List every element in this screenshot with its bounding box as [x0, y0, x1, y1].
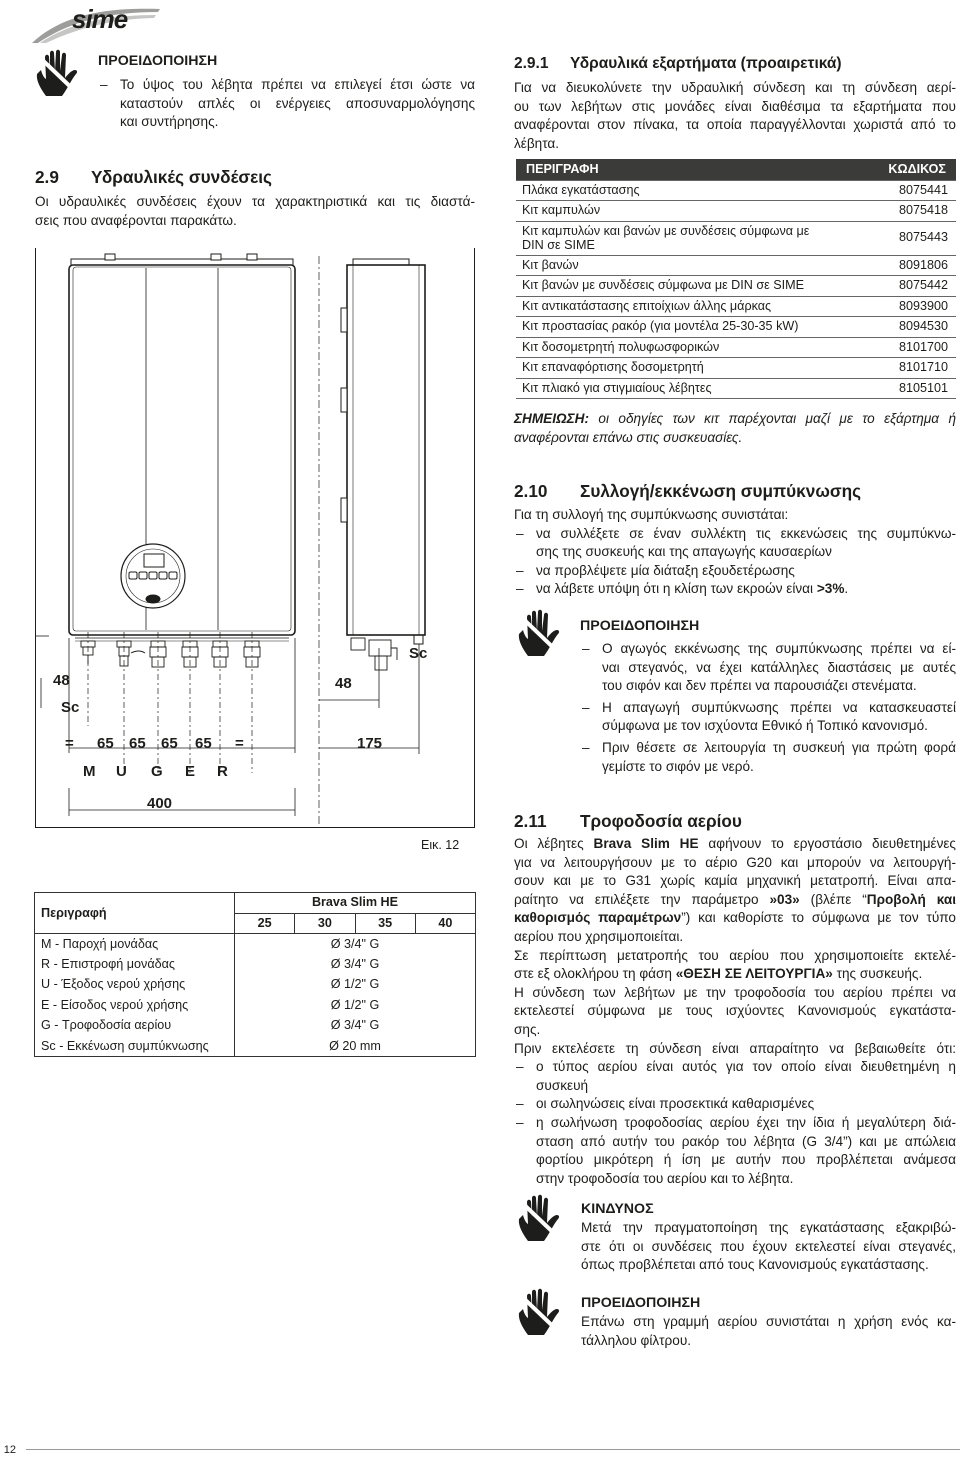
text-line: Επάνω στη γραμμή αερίου συνιστάται η χρήση ενός κα-	[581, 1314, 956, 1329]
text-line: να λάβετε υπόψη ότι η κλίση των εκροών είναι	[536, 581, 817, 597]
text-line: Μετά την πραγματοποίηση της εγκατάστασης εξακριβώ-	[581, 1220, 956, 1235]
section-2-9-1-heading	[514, 53, 842, 75]
warning1-line: και συντήρησης.	[120, 114, 219, 130]
note-label: ΣΗΜΕΙΩΣΗ:	[514, 411, 589, 426]
bullet-item	[514, 1058, 956, 1095]
text-line: σης.	[514, 1021, 541, 1037]
dim-400: 400	[147, 795, 173, 812]
acc-code: 8075443	[836, 221, 956, 255]
text-line: σεις που αναφέρονται παρακάτω.	[35, 212, 237, 228]
dim-65: 65	[129, 735, 146, 752]
bullet-item	[514, 1114, 956, 1188]
acc-desc: Κιτ βανών	[516, 255, 836, 276]
size-header: 40	[415, 913, 475, 934]
text-line: Η σύνδεση των λεβήτων με την τροφοδοσία του αερίου πρέπει να	[514, 984, 956, 1000]
text-line: τάλληλου φίλτρου.	[581, 1332, 692, 1348]
text-line: ραίτητο να επιλέξετε την παράμετρο	[514, 891, 770, 907]
acc-desc: Κιτ αντικατάστασης επιτοίχιων άλλης μάρκας	[516, 296, 836, 317]
bullet-item: – οι σωληνώσεις είναι προσεκτικά καθαρισμένες	[514, 1095, 956, 1114]
bullet-item	[514, 580, 956, 599]
conn-desc: R - Επιστροφή μονάδας	[35, 954, 235, 975]
col-description: Περιγραφή	[35, 893, 235, 934]
label-m: M	[83, 763, 96, 780]
note-line: αναφέρονται επάνω στις συσκευασίες.	[514, 429, 743, 445]
acc-code: 8101700	[836, 337, 956, 358]
conn-value: Ø 3/4" G	[235, 954, 476, 975]
conn-value: Ø 1/2" G	[235, 995, 476, 1016]
text-line: ”) και καθορίστε το σύμφωνα με τον τύπο	[681, 910, 956, 926]
table-row	[516, 317, 956, 338]
table-row	[35, 995, 476, 1016]
dim-175: 175	[357, 735, 383, 752]
slope-value: >3%	[816, 581, 845, 597]
danger-text	[581, 1219, 956, 1275]
table-row	[516, 221, 956, 255]
warning-hand-icon	[514, 608, 564, 658]
text-line: ναι στεγανός, να έχει κατάλληλες διαστάσεις με αυτές	[602, 659, 956, 675]
note-line: οι οδηγίες των κιτ παρέχονται μαζί με το εξάρτημα ή	[589, 411, 956, 426]
section-title: Υδραυλικά εξαρτήματα (προαιρετικά)	[570, 55, 842, 72]
text-line: Σε περίπτωση μετατροπής του αερίου που χρησιμοποιείτε εκτελέ-	[514, 947, 956, 963]
note-text	[514, 410, 956, 447]
col-code: ΚΩΔΙΚΟΣ	[836, 159, 956, 180]
text-line: ου των λεβήτων στις μονάδες είναι διαθέσιμα τα εξαρτήματα που	[514, 98, 956, 114]
text-line: Οι λέβητες	[514, 836, 594, 851]
figure-caption: Εικ. 12	[421, 838, 460, 852]
brand-logo	[30, 3, 170, 45]
dim-48-side: 48	[335, 675, 352, 692]
text-line: αναφέρονται στον πίνακα, τα οποία παραγγέλλονται χωριστά από το	[514, 117, 956, 133]
text-line: σουν και με το G31 χωρίς καμία μηχανική μετατροπή. Είναι απα-	[514, 873, 956, 889]
text-line: του σιφόν και δεν πρέπει να παρουσιάζει στενέματα.	[602, 678, 917, 694]
table-row	[516, 378, 956, 399]
table-row	[35, 934, 476, 955]
text-line: εκτελεστεί σύμφωνα με τους ισχύοντες Κανονισμούς εγκατάστα-	[514, 1003, 956, 1019]
table-row	[35, 975, 476, 996]
warning1-bullet	[98, 76, 475, 132]
section-number: 2.9.1	[514, 55, 549, 72]
boiler-dimension-drawing	[35, 248, 475, 860]
size-header: 35	[355, 913, 415, 934]
dim-sc-side: Sc	[409, 645, 428, 662]
text-line: στε εξ ολοκλήρου τη φάση	[514, 966, 676, 982]
section-title: Τροφοδοσία αερίου	[580, 811, 742, 831]
warning1-line: καταστούν απλές οι ενέργειες αποσυναρμολόγησης	[120, 95, 475, 111]
dim-sc-front: Sc	[61, 699, 80, 716]
text-line: (βλέπε “	[799, 891, 867, 907]
accessories-table	[516, 159, 956, 399]
text-line: λέβητα.	[514, 135, 560, 151]
table-row	[35, 1016, 476, 1037]
acc-code: 8093900	[836, 296, 956, 317]
acc-code: 8094530	[836, 317, 956, 338]
table-row	[516, 180, 956, 201]
acc-desc: Κιτ καμπυλών και βανών με συνδέσεις σύμφωνα με DIN σε SIME	[516, 221, 836, 255]
bullet-item	[580, 739, 956, 776]
table-row	[516, 276, 956, 297]
table-row	[35, 954, 476, 975]
text-line: Πριν εκτελέσετε τη σύνδεση είναι απαραίτητο να βεβαιωθείτε ότι:	[514, 1040, 956, 1056]
text-line: συσκευή	[536, 1077, 589, 1093]
warning-hand-icon	[32, 48, 82, 98]
acc-desc: Πλάκα εγκατάστασης	[516, 180, 836, 201]
front-view	[35, 254, 295, 816]
warning1-title: ΠΡΟΕΙΔΟΠΟΙΗΣΗ	[98, 53, 218, 69]
acc-desc: Κιτ δοσομετρητή πολυφωσφορικών	[516, 337, 836, 358]
text-line: Για να διευκολύνετε την υδραυλική σύνδεση και τη σύνδεση αερί-	[514, 80, 956, 95]
brand-name: sime	[72, 4, 128, 34]
acc-desc: Κιτ προστασίας ρακόρ (για μοντέλα 25-30-35 kW)	[516, 317, 836, 338]
text-line: αφήνουν το εργοστάσιο διευθετημένες	[698, 836, 956, 851]
acc-desc: Κιτ βανών με συνδέσεις σύμφωνα με DIN σε SIME	[516, 276, 836, 297]
conn-value: Ø 3/4" G	[235, 934, 476, 955]
text-line: στην τροφοδοσία του αερίου και το λέβητα.	[536, 1170, 794, 1186]
footer-rule	[26, 1449, 960, 1450]
page-number: 12	[3, 1444, 16, 1456]
size-header: 30	[295, 913, 355, 934]
param-code: »03»	[769, 891, 800, 907]
acc-desc: Κιτ πλιακό για στιγμιαίους λέβητες	[516, 378, 836, 399]
label-e: E	[185, 763, 196, 780]
bullet-item	[580, 640, 956, 696]
conn-desc: M - Παροχή μονάδας	[35, 934, 235, 955]
text-line: – ο τύπος αερίου είναι αυτός για τον οποίο είναι διευθετημένη η	[536, 1059, 956, 1075]
table-row	[516, 201, 956, 222]
link-text: Προβολή και	[866, 891, 956, 907]
table-header-row	[516, 159, 956, 180]
table-row	[516, 296, 956, 317]
conn-value: Ø 1/2" G	[235, 975, 476, 996]
conn-desc: U - Έξοδος νερού χρήσης	[35, 975, 235, 996]
text-line: σύμφωνα με τον ισχύοντα Εθνικό ή Τοπικό κανονισμό.	[602, 718, 928, 734]
link-text: καθορισμός παραμέτρων	[514, 910, 682, 926]
model-header: Brava Slim HE	[235, 893, 476, 914]
danger-title: ΚΙΝΔΥΝΟΣ	[581, 1201, 654, 1217]
table-row	[35, 1036, 476, 1057]
dim-48-front: 48	[53, 672, 70, 689]
text-line: για να λειτουργήσουν με το αέριο G20 και μπορούν να λειτουργή-	[514, 854, 956, 870]
acc-code: 8075441	[836, 180, 956, 201]
section-number: 2.9	[35, 167, 59, 187]
section-2-11-heading	[514, 810, 742, 832]
text-line: Για τη συλλογή της συμπύκνωσης συνιστάται:	[514, 507, 789, 522]
conn-value: Ø 3/4" G	[235, 1016, 476, 1037]
label-g: G	[151, 763, 163, 780]
dim-65: 65	[161, 735, 178, 752]
text-line: Οι υδραυλικές συνδέσεις έχουν τα χαρακτηριστικά και τις διαστά-	[35, 194, 475, 209]
warning3-text	[581, 1313, 956, 1350]
text-line: – Ο αγωγός εκκένωσης της συμπύκνωσης πρέπει να εί-	[602, 641, 956, 656]
acc-code: 8091806	[836, 255, 956, 276]
section-title: Συλλογή/εκκένωση συμπύκνωσης	[580, 481, 862, 501]
text-line: σταση από αυτήν του ρακόρ του λέβητα (G 3/4”) και με απώλεια	[536, 1133, 956, 1149]
warning2-text	[580, 640, 956, 776]
section-number: 2.11	[514, 811, 547, 831]
section-2-9-heading	[35, 166, 272, 188]
section-title: Υδραυλικές συνδέσεις	[91, 167, 272, 187]
size-header: 25	[235, 913, 295, 934]
section-2-10-heading	[514, 480, 861, 502]
text-line: – να συλλέξετε σε έναν συλλέκτη τις εκκενώσεις της συμπύκνω-	[536, 525, 956, 541]
text-line: σης της συσκευής και της απαγωγής καυσαερίων	[536, 544, 832, 560]
warning2-title: ΠΡΟΕΙΔΟΠΟΙΗΣΗ	[580, 618, 700, 634]
section-2-9-text	[35, 193, 475, 230]
acc-desc: Κιτ καμπυλών	[516, 201, 836, 222]
text-line: – Πριν θέσετε σε λειτουργία τη συσκευή για πρώτη φορά	[602, 739, 956, 755]
text-line: – Η απαγωγή συμπύκνωσης πρέπει να κατασκευαστεί	[602, 699, 956, 715]
phase-name: «ΘΕΣΗ ΣΕ ΛΕΙΤΟΥΡΓΙΑ»	[675, 966, 833, 982]
conn-desc: E - Είσοδος νερού χρήσης	[35, 995, 235, 1016]
warning1-line: – Το ύψος του λέβητα πρέπει να επιλεγεί έτσι ώστε να	[120, 77, 475, 92]
label-u: U	[116, 763, 127, 780]
text-line: της συσκευής.	[832, 966, 923, 982]
dim-eq-right: =	[235, 735, 244, 752]
text-line: γεμίστε το σιφόν με νερό.	[602, 758, 754, 774]
table-header-row	[35, 893, 476, 914]
acc-desc: Κιτ επαναφόρτισης δοσομετρητή	[516, 358, 836, 379]
acc-code: 8075418	[836, 201, 956, 222]
conn-desc: Sc - Εκκένωση συμπύκνωσης	[35, 1036, 235, 1057]
conn-value: Ø 20 mm	[235, 1036, 476, 1057]
section-2-9-1-text	[514, 79, 956, 153]
table-row	[516, 358, 956, 379]
label-r: R	[217, 763, 228, 780]
warning-hand-icon	[514, 1287, 564, 1337]
text-line: φορτίου μικρότερη ή ίση με αυτήν που προβλέπεται ανάμεσα	[536, 1152, 956, 1168]
bullet-item: – να προβλέψετε μία διάταξη εξουδετέρωσης	[514, 562, 956, 581]
text-line: στε ότι οι συνδέσεις που έχουν εκτελεστεί είναι στεγανές,	[581, 1238, 956, 1254]
acc-code: 8101710	[836, 358, 956, 379]
text-line: – η σωλήνωση τροφοδοσίας αερίου έχει την ίδια ή μεγαλύτερη διά-	[536, 1114, 956, 1130]
warning3-title: ΠΡΟΕΙΔΟΠΟΙΗΣΗ	[581, 1295, 701, 1311]
dim-65: 65	[195, 735, 212, 752]
table-row	[516, 255, 956, 276]
danger-hand-icon	[514, 1193, 564, 1243]
dim-65: 65	[97, 735, 114, 752]
section-2-10-text	[514, 506, 956, 599]
text-line: όπως προβλέπεται από τους Κανονισμούς εγκατάστασης.	[581, 1257, 929, 1273]
acc-code: 8075442	[836, 276, 956, 297]
conn-desc: G - Τροφοδοσία αερίου	[35, 1016, 235, 1037]
col-description: ΠΕΡΙΓΡΑΦΗ	[516, 159, 836, 180]
section-number: 2.10	[514, 481, 548, 501]
connections-table	[34, 892, 476, 1057]
table-row	[516, 337, 956, 358]
dim-eq-left: =	[65, 735, 74, 752]
model-name: Brava Slim HE	[593, 836, 699, 851]
bullet-item	[580, 699, 956, 736]
bullet-item	[514, 525, 956, 562]
section-2-11-text	[514, 835, 956, 1188]
text-line: αερίου που χρησιμοποιείται.	[514, 928, 684, 944]
acc-code: 8105101	[836, 378, 956, 399]
text-line: .	[844, 581, 849, 597]
